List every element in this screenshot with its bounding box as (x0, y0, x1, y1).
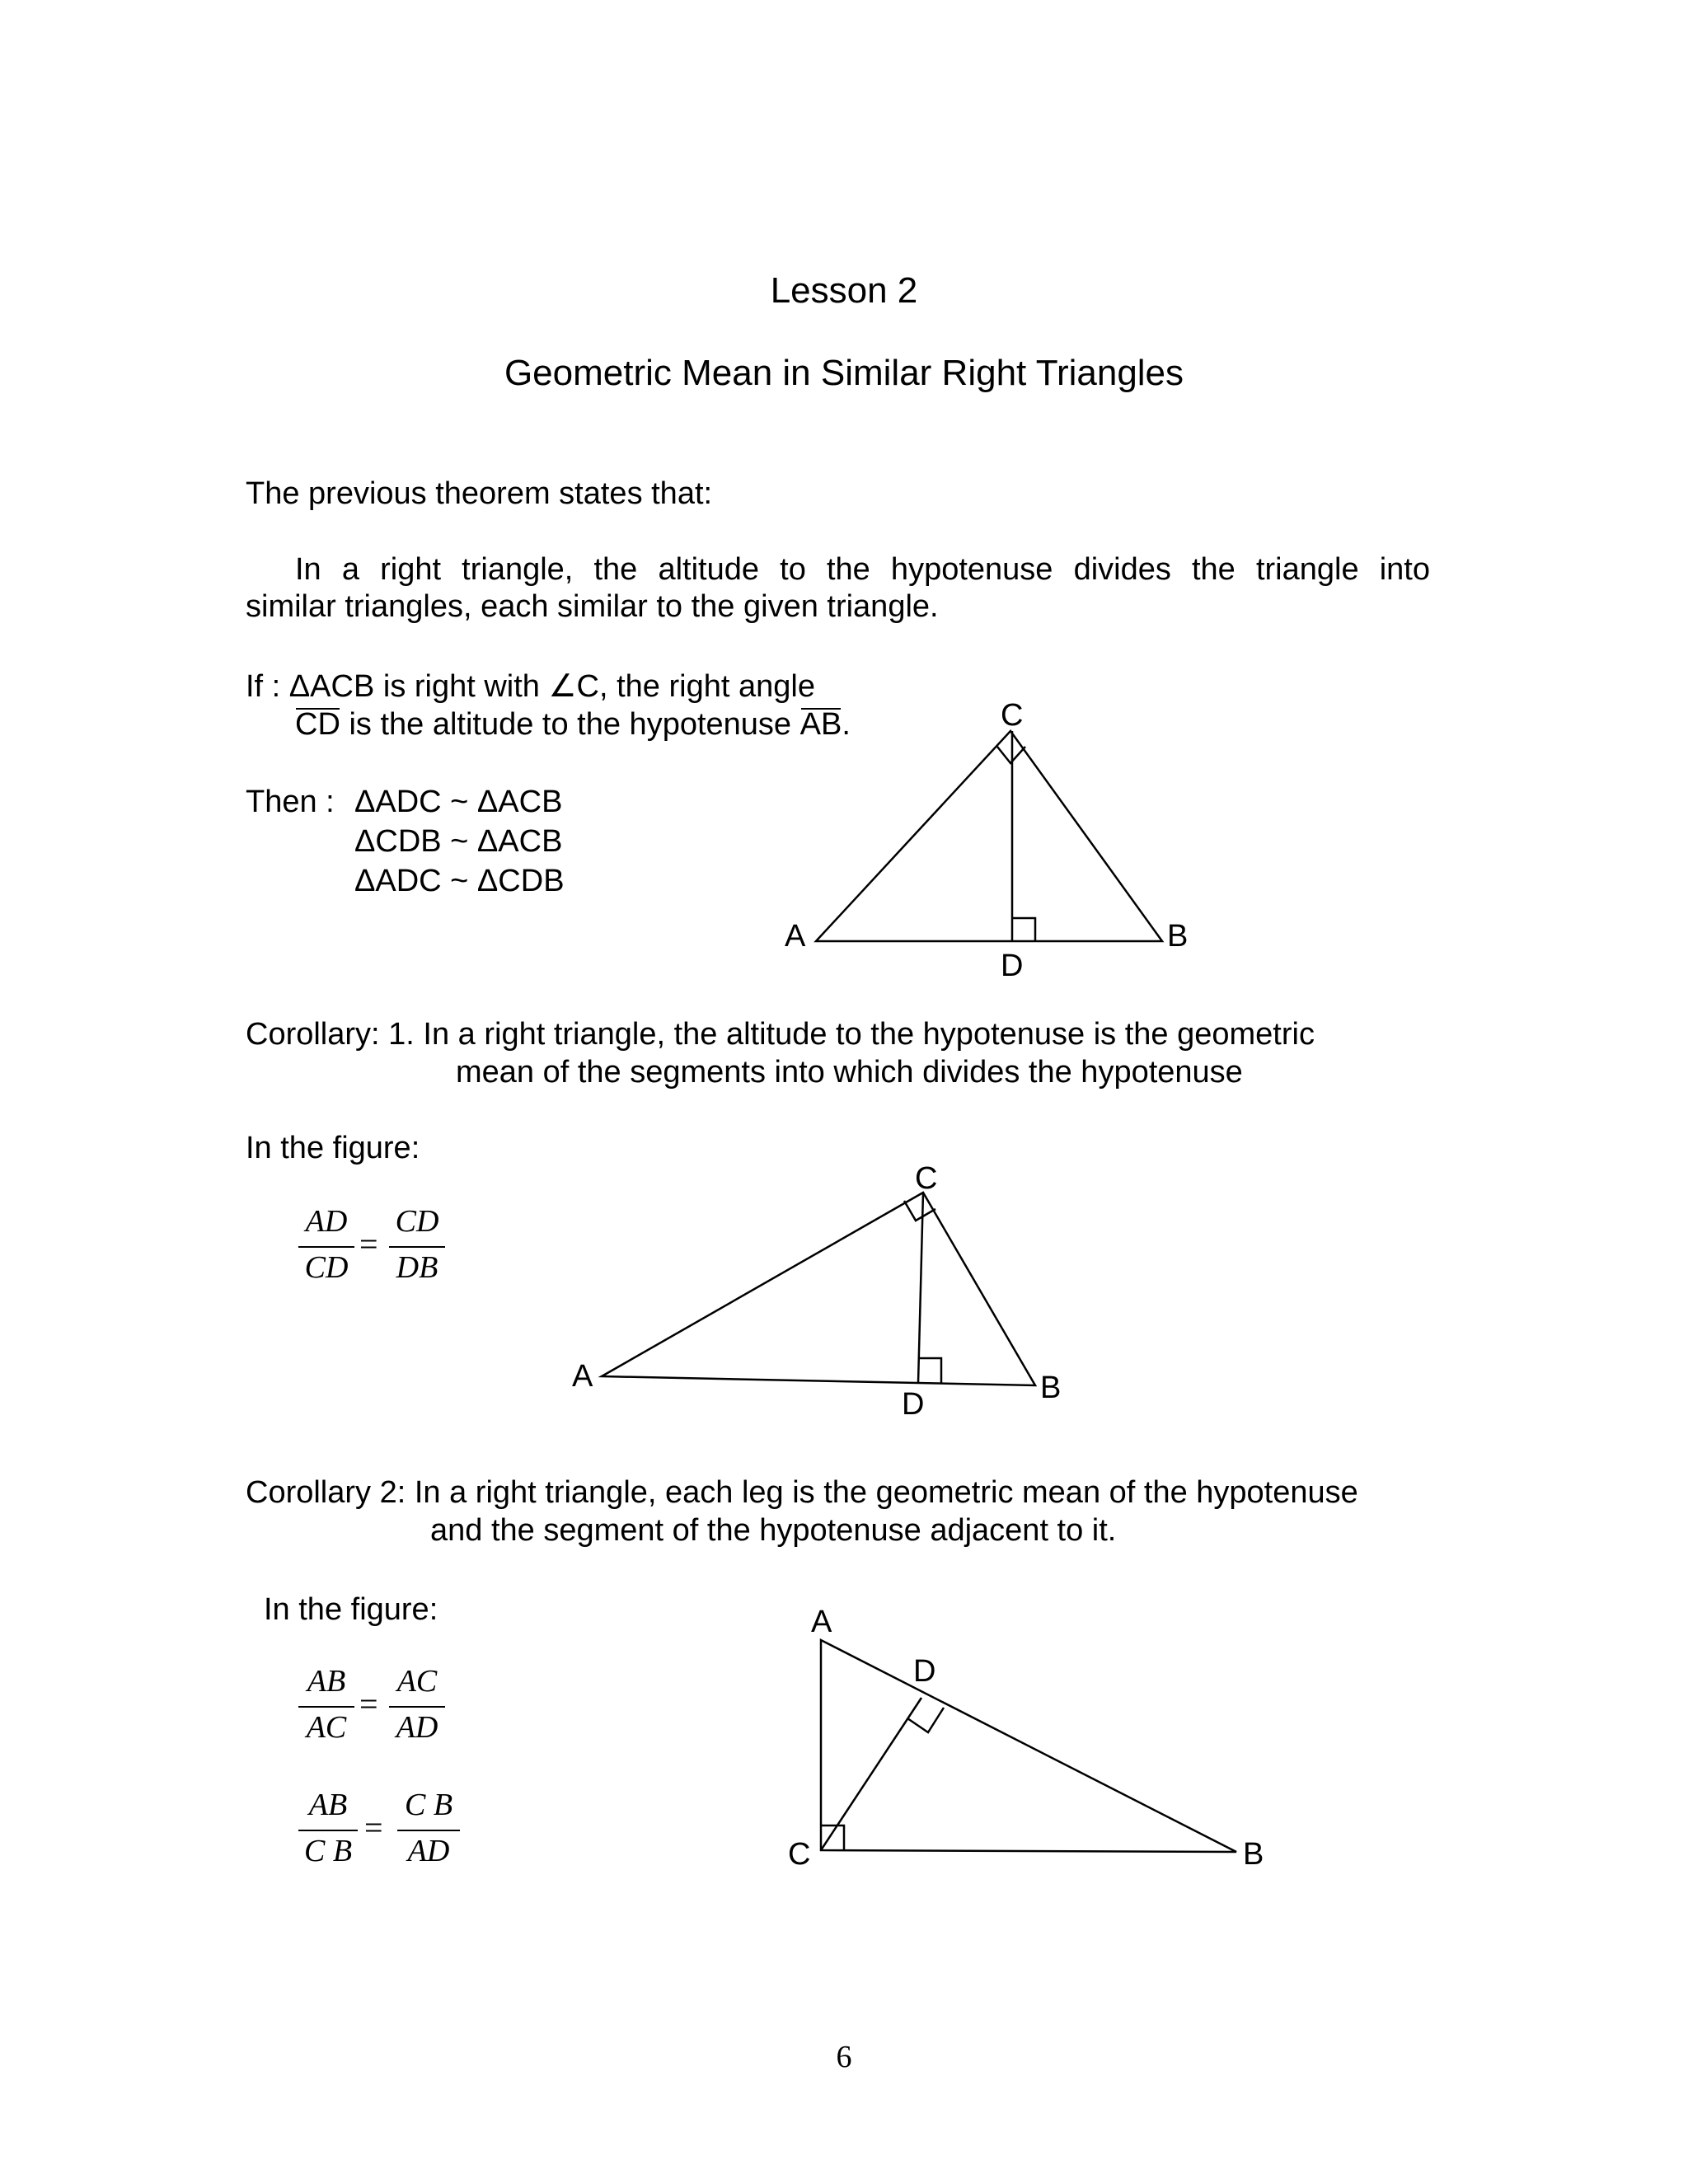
eq1-equals: = (359, 1226, 378, 1263)
figure2-label-a: A (572, 1359, 593, 1394)
figure3-triangle (821, 1640, 1236, 1852)
figure2-triangle (602, 1193, 1035, 1385)
page-number: 6 (836, 2040, 852, 2074)
eq2a-left-denominator: AC (306, 1710, 347, 1745)
segment-ab: AB (799, 707, 842, 742)
segment-cd: CD (295, 707, 340, 742)
then-prefix: Then : (246, 785, 335, 819)
eq2b-left-denominator: C B (303, 1834, 353, 1868)
intro-lead: The previous theorem states that: (246, 476, 713, 511)
figure2-label-d: D (902, 1387, 925, 1422)
figure2-label-c: C (915, 1161, 938, 1196)
eq2b-equals: = (364, 1809, 383, 1846)
corollary2-line-2: and the segment of the hypotenuse adjacent to it. (430, 1513, 1117, 1548)
eq2a-right-denominator: AD (396, 1710, 438, 1745)
if-prefix: If : (246, 669, 289, 704)
eq2b-right-numerator: C B (404, 1788, 453, 1822)
if-line2-middle: is the altitude to the hypotenuse (340, 707, 800, 742)
corollary1-in-figure: In the figure: (246, 1131, 420, 1165)
eq2a-right-numerator: AC (396, 1664, 438, 1699)
corollary1-line-1: Corollary: 1. In a right triangle, the altitude to the hypotenuse is the geometric (246, 1017, 1315, 1052)
figure1-label-d: D (1001, 949, 1024, 983)
eq2b-right-denominator: AD (407, 1834, 450, 1868)
figure1-label-b: B (1167, 919, 1189, 954)
figure1-triangle (816, 731, 1162, 941)
eq2a-left-numerator: AB (307, 1664, 346, 1699)
if-statement: ΔACB is right with ∠C, the right angle (288, 669, 815, 704)
theorem-line-2: similar triangles, each similar to the given triangle. (246, 589, 939, 624)
then-similarity-3: ΔADC ~ ΔCDB (354, 864, 565, 898)
figure2-label-b: B (1040, 1371, 1062, 1405)
figure3-label-d: D (913, 1654, 936, 1689)
eq2b-left-numerator: AB (308, 1788, 348, 1822)
eq1-left-denominator: CD (304, 1250, 349, 1285)
lesson-heading: Lesson 2 (770, 270, 918, 311)
figure1-label-c: C (1001, 698, 1024, 733)
eq1-right-numerator: CD (395, 1204, 439, 1239)
eq1-left-numerator: AD (305, 1204, 348, 1239)
figure3-label-b: B (1243, 1837, 1264, 1872)
then-similarity-2: ΔCDB ~ ΔACB (354, 824, 563, 859)
then-similarity-1: ΔADC ~ ΔACB (354, 785, 563, 819)
page-title: Geometric Mean in Similar Right Triangles (504, 353, 1184, 393)
eq2a-equals: = (359, 1685, 378, 1722)
figure3-label-c: C (788, 1837, 811, 1872)
if-line2-end: . (842, 707, 851, 742)
theorem-line-1: In a right triangle, the altitude to the hypotenuse divides the triangle into (295, 552, 1430, 587)
corollary2-line-1: Corollary 2: In a right triangle, each leg is the geometric mean of the hypotenuse (246, 1475, 1358, 1510)
figure1-label-a: A (785, 919, 806, 954)
corollary1-line-2: mean of the segments into which divides the hypotenuse (456, 1055, 1243, 1090)
eq1-right-denominator: DB (396, 1250, 438, 1285)
figure3-label-a: A (811, 1605, 832, 1639)
corollary2-in-figure: In the figure: (264, 1592, 438, 1627)
